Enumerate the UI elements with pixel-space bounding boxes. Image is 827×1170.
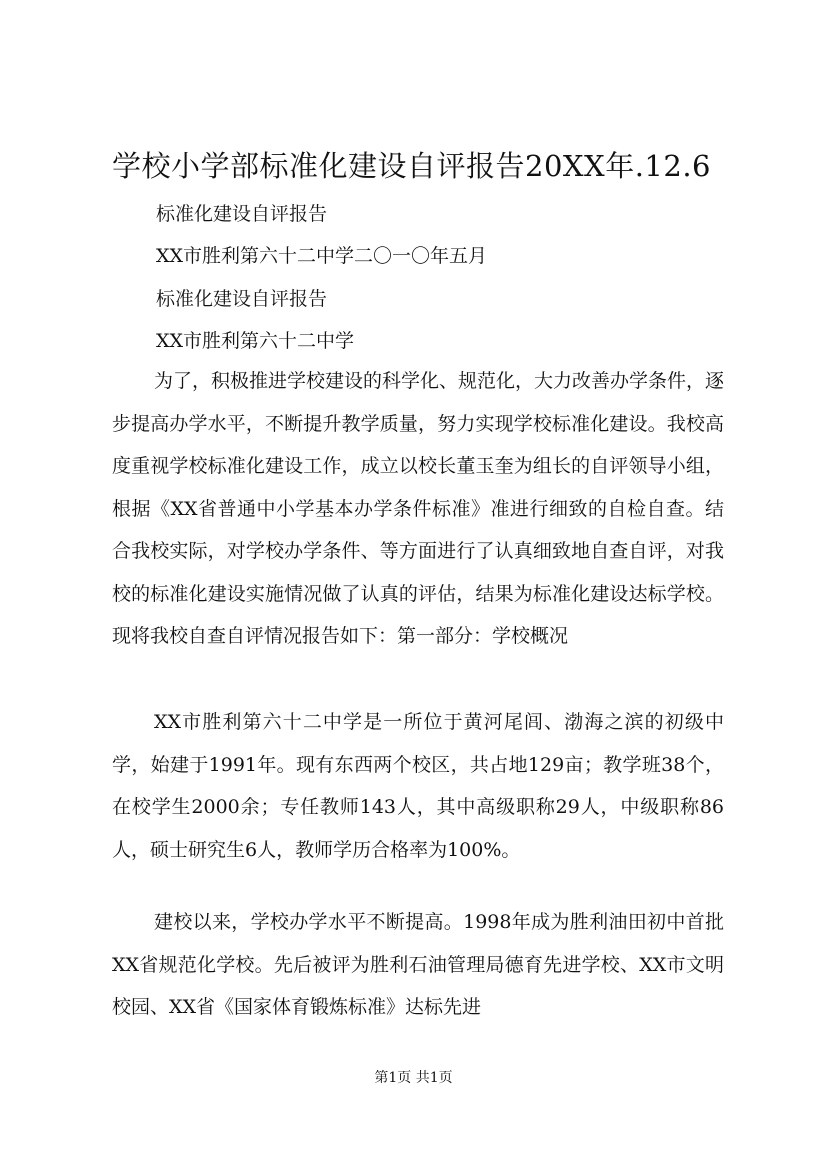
school-date-line: XX市胜利第六十二中学二〇一〇年五月 bbox=[156, 245, 488, 267]
subtitle-line: 标准化建设自评报告 bbox=[156, 288, 328, 310]
document-title: 学校小学部标准化建设自评报告20XX年.12.6 bbox=[112, 149, 711, 183]
body-paragraph: XX市胜利第六十二中学是一所位于黄河尾闾、渤海之滨的初级中学，始建于1991年。现有东西两个校区，共占地129亩；教学班38个，在校学生2000余；专任教师143人，其中高级职称29人，中级职称86人，硕士研究生6人，教师学历合格率为100%。 bbox=[112, 711, 724, 861]
body-paragraph: 建校以来，学校办学水平不断提高。1998年成为胜利油田初中首批XX省规范化学校。先后被评为胜利石油管理局德育先进学校、XX市文明校园、XX省《国家体育锻炼标准》达标先进 bbox=[112, 911, 724, 1018]
subtitle-line: 标准化建设自评报告 bbox=[156, 203, 328, 225]
page-footer: 第1页 共1页 bbox=[374, 1070, 453, 1086]
body-paragraph: 为了，积极推进学校建设的科学化、规范化，大力改善办学条件，逐步提高办学水平，不断提升教学质量，努力实现学校标准化建设。我校高度重视学校标准化建设工作，成立以校长董玉奎为组长的自评领导小组，根据《XX省普通中小学基本办学条件标准》准进行细致的自检自查。结合我校实际，对学校办学条件、等方面进行了认真细致地自查自评，对我校的标准化建设实施情况做了认真的评估，结果为标准化建设达标学校。现将我校自查自评情况报告如下：第一部分：学校概况 bbox=[112, 370, 725, 647]
school-name-line: XX市胜利第六十二中学 bbox=[156, 330, 355, 352]
